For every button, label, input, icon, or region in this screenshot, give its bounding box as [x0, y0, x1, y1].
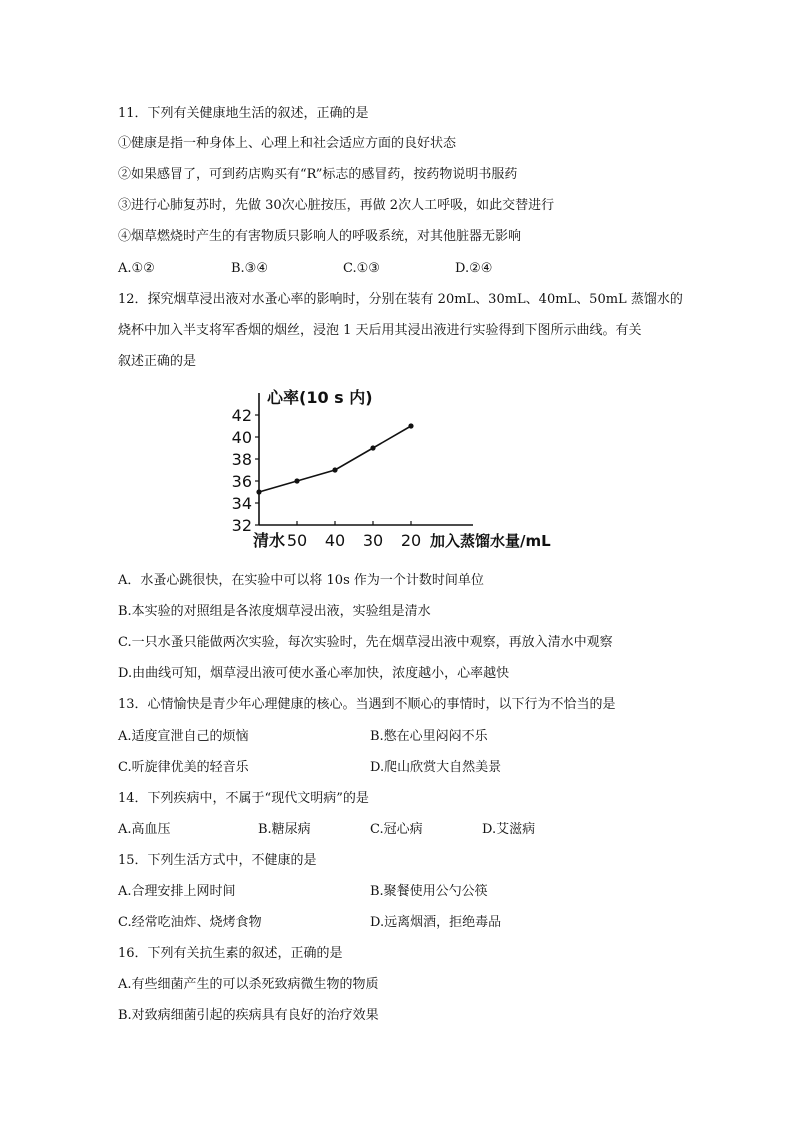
q11-item-3: ③进行心肺复苏时，先做 30次心脏按压，再做 2次人工呼吸，如此交替进行: [118, 198, 555, 213]
x-tick-label: 50: [286, 531, 308, 550]
q16-option-b: B.对致病细菌引起的疾病具有良好的治疗效果: [118, 1008, 379, 1023]
chart-y-axis-label: 心率(10 s 内): [267, 388, 373, 407]
q11-option-a: A.①②: [118, 261, 155, 276]
q15-option-d: D.远离烟酒，拒绝毒品: [370, 915, 502, 930]
q14-stem: 14．下列疾病中，不属于“现代文明病”的是: [118, 791, 369, 806]
y-tick-label: 42: [231, 406, 252, 425]
data-point: [408, 423, 413, 428]
y-tick-label: 38: [231, 450, 252, 469]
chart-series: [256, 423, 413, 494]
y-tick-label: 32: [231, 516, 252, 535]
q13-stem: 13．心情愉快是青少年心理健康的核心。当遇到不顺心的事情时，以下行为不恰当的是: [118, 697, 616, 712]
x-tick-label: 清水: [253, 531, 286, 550]
data-point: [370, 445, 375, 450]
y-tick-label: 40: [231, 428, 252, 447]
q15-option-b: B.聚餐使用公勺公筷: [370, 884, 488, 899]
q15-option-a: A.合理安排上网时间: [118, 884, 236, 899]
chart-ticks: [232, 406, 422, 550]
q14-option-d: D.艾滋病: [482, 822, 536, 837]
heart-rate-series-line: [259, 426, 411, 492]
q11-option-d: D.②④: [455, 261, 493, 276]
heart-rate-line-chart: [225, 383, 575, 553]
q14-option-c: C.冠心病: [370, 822, 423, 837]
chart-axes: [259, 393, 473, 525]
q12-option-b: B.本实验的对照组是各浓度烟草浸出液，实验组是清水: [118, 604, 431, 619]
q12-option-a: A．水蚤心跳很快，在实验中可以将 10s 作为一个计数时间单位: [118, 573, 484, 588]
q12-stem-line-1: 12．探究烟草浸出液对水蚤心率的影响时，分别在装有 20mL、30mL、40mL、50mL 蒸馏水的: [118, 292, 683, 307]
x-tick-label: 40: [324, 531, 346, 550]
q13-option-c: C.听旋律优美的轻音乐: [118, 760, 249, 775]
q15-option-c: C.经常吃油炸、烧烤食物: [118, 915, 262, 930]
data-point: [256, 489, 261, 494]
data-point: [294, 478, 299, 483]
y-tick-label: 36: [231, 472, 252, 491]
q12-option-c: C.一只水蚤只能做两次实验，每次实验时，先在烟草浸出液中观察，再放入清水中观察: [118, 635, 613, 650]
q16-stem: 16．下列有关抗生素的叙述，正确的是: [118, 946, 343, 961]
q16-option-a: A.有些细菌产生的可以杀死致病微生物的物质: [118, 977, 379, 992]
x-tick-label: 20: [400, 531, 422, 550]
q14-option-a: A.高血压: [118, 822, 171, 837]
q11-item-1: ①健康是指一种身体上、心理上和社会适应方面的良好状态: [118, 136, 457, 151]
data-point: [332, 467, 337, 472]
q12-stem-line-2: 烧杯中加入半支将军香烟的烟丝，浸泡 1 天后用其浸出液进行实验得到下图所示曲线。有关: [118, 323, 642, 338]
q15-stem: 15．下列生活方式中，不健康的是: [118, 853, 317, 868]
q11-option-b: B.③④: [231, 261, 268, 276]
q11-option-c: C.①③: [343, 261, 380, 276]
q12-stem-line-3: 叙述正确的是: [118, 354, 197, 369]
x-tick-label: 30: [362, 531, 384, 550]
q13-option-a: A.适度宣泄自己的烦恼: [118, 729, 249, 744]
q11-item-4: ④烟草燃烧时产生的有害物质只影响人的呼吸系统，对其他脏器无影响: [118, 229, 522, 244]
q11-item-2: ②如果感冒了，可到药店购买有“R”标志的感冒药，按药物说明书服药: [118, 167, 518, 182]
chart-x-axis-label: 加入蒸馏水量/mL: [430, 532, 551, 550]
q13-option-d: D.爬山欣赏大自然美景: [370, 760, 502, 775]
q11-stem: 11．下列有关健康地生活的叙述，正确的是: [118, 106, 369, 121]
q14-option-b: B.糖尿病: [258, 822, 311, 837]
q13-option-b: B.憋在心里闷闷不乐: [370, 729, 488, 744]
q12-option-d: D.由曲线可知，烟草浸出液可使水蚤心率加快，浓度越小，心率越快: [118, 666, 510, 681]
y-tick-label: 34: [231, 494, 252, 513]
